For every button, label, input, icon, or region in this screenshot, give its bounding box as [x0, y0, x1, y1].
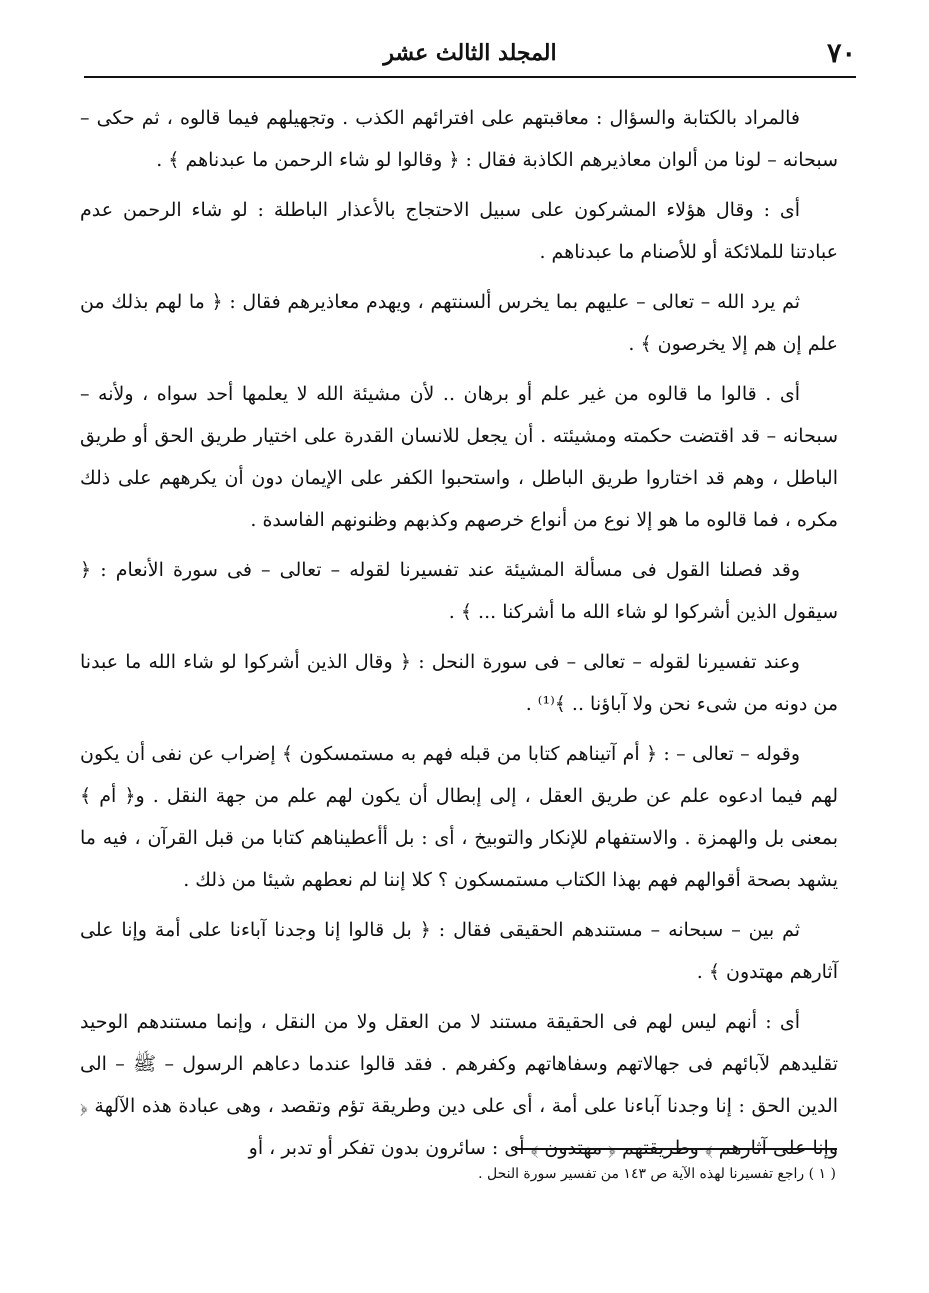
- paragraph: وعند تفسيرنا لقوله – تعالى – فى سورة النحل : ﴿ وقال الذين أشركوا لو شاء الله ما عبدنا من دونه من شىء نحن ولا آباؤنا .. ﴾⁽¹⁾ .: [80, 651, 838, 715]
- paragraph: فالمراد بالكتابة والسؤال : معاقبتهم على افترائهم الكذب . وتجهيلهم فيما قالوه ، ثم حكى – سبحانه – لونا من ألوان معاذيرهم الكاذبة فقال : ﴿ وقالوا لو شاء الرحمن ما عبدناهم ﴾ .: [80, 107, 838, 171]
- paragraph: وقد فصلنا القول فى مسألة المشيئة عند تفسيرنا لقوله – تعالى – فى سورة الأنعام : ﴿ سيقول الذين أشركوا لو شاء الله ما أشركنا ... ﴾ .: [80, 559, 838, 623]
- page-number: ٧٠: [826, 38, 856, 69]
- paragraph: أى . قالوا ما قالوه من غير علم أو برهان .. لأن مشيئة الله لا يعلمها أحد سواه ، ولأنه – سبحانه – قد اقتضت حكمته ومشيئته . أن يجعل للانسان القدرة على اختيار طريق الحق أو طريق الباطل ، وهم قد اختاروا طريق الباطل ، واستحبوا الكفر على الإيمان دون أن يكرههم على ذلك مكره ، فما قالوه ما هو إلا نوع من أنواع خرصهم وكذبهم وظنونهم الفاسدة .: [80, 383, 838, 531]
- paragraph: أى : أنهم ليس لهم فى الحقيقة مستند لا من العقل ولا من النقل ، وإنما مستندهم الوحيد تقليدهم لآبائهم فى جهالاتهم وسفاهاتهم وكفرهم . فقد قالوا عندما دعاهم الرسول – ﷺ – الى الدين الحق : إنا وجدنا آباءنا على أمة ، أى على دين وطريقة تؤم وتقصد ، وهى عبادة هذه الآلهة ﴿ وإنا على آثارهم ﴾ وطريقتهم ﴿ مهتدون ﴾ أى : سائرون بدون تفكر أو تدبر ، أو: [80, 1011, 838, 1159]
- footnote: ( ١ ) راجع تفسيرنا لهذه الآية ص ١٤٣ من تفسير سورة النحل .: [478, 1166, 836, 1182]
- page-header: [84, 36, 856, 78]
- running-title: المجلد الثالث عشر: [383, 40, 557, 66]
- body-text: [80, 97, 838, 1177]
- paragraph: وقوله – تعالى – : ﴿ أم آتيناهم كتابا من قبله فهم به مستمسكون ﴾ إضراب عن نفى أن يكون لهم فيما ادعوه علم عن طريق العقل ، إلى إبطال أن يكون لهم علم من جهة النقل . و﴿ أم ﴾ بمعنى بل والهمزة . والاستفهام للإنكار والتوبيخ ، أى : بل أأعطيناهم كتابا من قبل القرآن ، فيه ما يشهد بصحة أقوالهم فهم بهذا الكتاب مستمسكون ؟ كلا إننا لم نعطهم شيئا من ذلك .: [80, 743, 838, 891]
- paragraph: ثم بين – سبحانه – مستندهم الحقيقى فقال : ﴿ بل قالوا إنا وجدنا آباءنا على أمة وإنا على آثارهم مهتدون ﴾ .: [80, 919, 838, 983]
- paragraph: أى : وقال هؤلاء المشركون على سبيل الاحتجاج بالأعذار الباطلة : لو شاء الرحمن عدم عبادتنا للملائكة أو للأصنام ما عبدناهم .: [80, 199, 838, 263]
- paragraph: ثم يرد الله – تعالى – عليهم بما يخرس ألسنتهم ، ويهدم معاذيرهم فقال : ﴿ ما لهم بذلك من علم إن هم إلا يخرصون ﴾ .: [80, 291, 838, 355]
- footnote-divider: [515, 1148, 837, 1150]
